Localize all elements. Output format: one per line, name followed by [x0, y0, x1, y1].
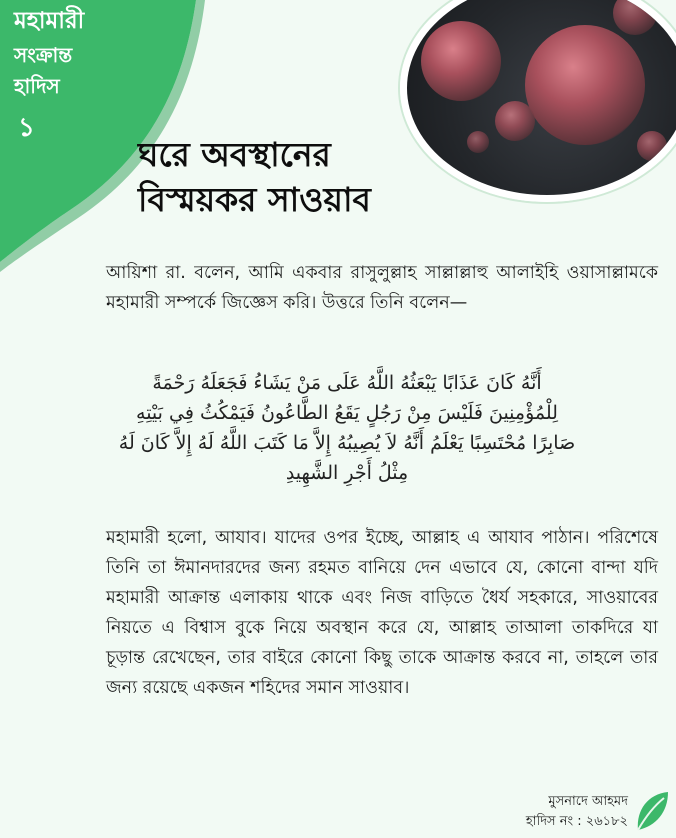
hadith-source: [526, 792, 628, 832]
leaf-icon: [632, 788, 672, 834]
hadith-number: ১: [18, 112, 35, 143]
topic-line2: সংক্রান্ত: [14, 42, 73, 67]
topic-label: [14, 4, 84, 148]
source-hadith-number: হাদিস নং : ২৬১৮২: [525, 814, 628, 829]
title-line1: ঘরে অবস্থানের: [138, 135, 331, 174]
arabic-hadith-text: أَنَّهُ كَانَ عَذَابًا يَبْعَثُهُ اللَّهُ عَلَى مَنْ يَشَاءُ فَجَعَلَهُ رَحْمَةً لِلْمُؤْمِنِينَ فَلَيْسَ مِنْ رَجُلٍ يَقَعُ الطَّاعُونُ فَيَمْكُثُ فِي بَيْتِهِ صَابِرًا مُحْتَسِبًا يَعْلَمُ أَنَّهُ لاَ يُصِيبُهُ إِلاَّ مَا كَتَبَ اللَّهُ لَهُ إِلاَّ كَانَ لَهُ مِثْلُ أَجْرِ الشَّهِيدِ: [118, 372, 576, 484]
page-title: [138, 132, 371, 222]
title-line2: বিস্ময়কর সাওয়াব: [138, 180, 371, 219]
intro-paragraph: আয়িশা রা. বলেন, আমি একবার রাসুলুল্লাহ সাল্লাল্লাহু আলাইহি ওয়াসাল্লামকে মহামারী সম্পর্কে জিজ্ঞেস করি। উত্তরে তিনি বলেন—: [106, 263, 658, 313]
explanation-paragraph: মহামারী হলো, আযাব। যাদের ওপর ইচ্ছে, আল্লাহ এ আযাব পাঠান। পরিশেষে তিনি তা ঈমানদারদের জন্য রহমত বানিয়ে দেন এভাবে যে, কোনো বান্দা যদি মহামারী আক্রান্ত এলাকায় থাকে এবং নিজ বাড়িতে ধৈর্য সহকারে, সাওয়াবের নিয়তে এ বিশ্বাস বুকে নিয়ে অবস্থান করে যে, আল্লাহ তাআলা তাকদিরে যা চূড়ান্ত রেখেছেন, তার বাইরে কোনো কিছু তাকে আক্রান্ত করবে না, তাহলে তার জন্য রয়েছে একজন শহিদের সমান সাওয়াব।: [106, 528, 658, 698]
topic-line3: হাদিস: [14, 73, 60, 98]
source-book: মুসনাদে আহমদ: [548, 794, 628, 809]
topic-line1: মহামারী: [14, 8, 85, 34]
